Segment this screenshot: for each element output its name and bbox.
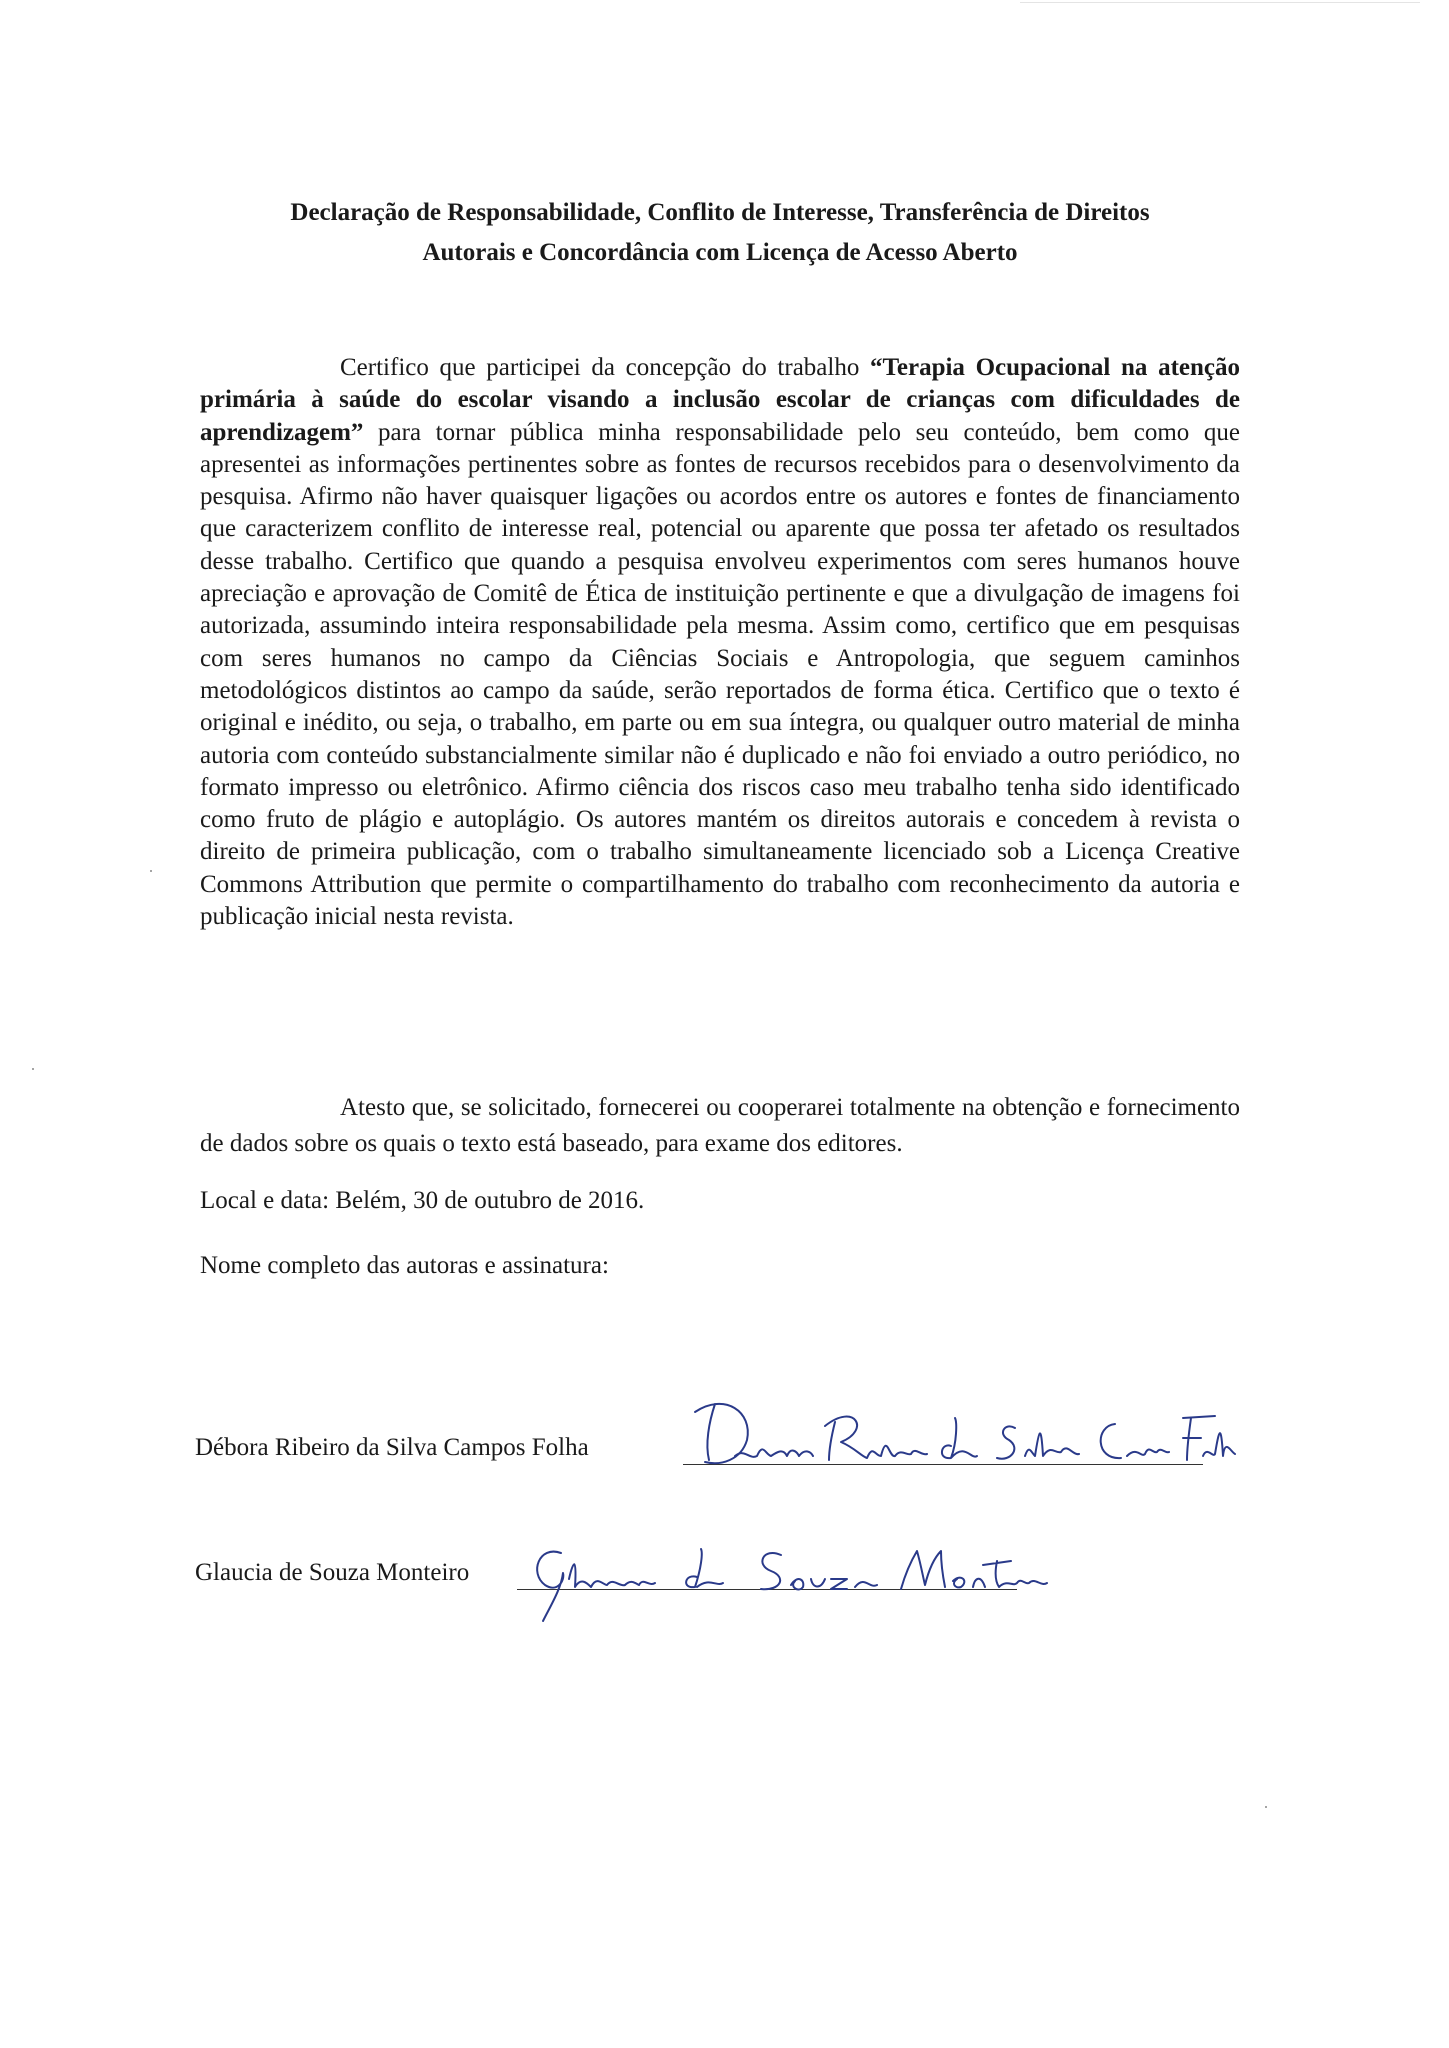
title-line-1: Declaração de Responsabilidade, Conflito de Interesse, Transferência de Direitos [290,199,1150,226]
attest-paragraph: Atesto que, se solicitado, fornecerei ou cooperarei totalmente na obtenção e fornecimento de dados sobre os quais o texto está baseado, para exame dos editores. [200,1094,1240,1157]
author-name-1: Débora Ribeiro da Silva Campos Folha [195,1434,589,1461]
declaration-body [200,352,1240,933]
scan-edge-line [1020,2,1420,3]
scan-speck [1265,1806,1267,1808]
title-line-2: Autorais e Concordância com Licença de Acesso Aberto [422,239,1018,266]
local-date: Local e data: Belém, 30 de outubro de 2016. [200,1187,645,1214]
document-title [190,193,1250,273]
scan-speck [150,870,152,872]
handwritten-signature-2-icon [521,1525,1081,1615]
body-rest: para tornar pública minha responsabilidade pelo seu conteúdo, bem como que apresentei as informações pertinentes sobre as fontes de recursos recebidos para o desenvolvimento da pesquisa. Afirmo não haver quaisquer ligações ou acordos entre os autores e fontes de financiamento que caracterizem conflito de interesse real, potencial ou aparente que possa ter afetado os resultados desse trabalho. Certifico que quando a pesquisa envolveu experimentos com seres humanos houve apreciação e aprovação de Comitê de Ética de instituição pertinente e que a divulgação de imagens foi autorizada, assumindo inteira responsabilidade pela mesma. Assim como, certifico que em pesquisas com seres humanos no campo da Ciências Sociais e Antropologia, que seguem caminhos metodológicos distintos ao campo da saúde, serão reportados de forma ética. Certifico que o texto é original e inédito, ou seja, o trabalho, em parte ou em sua íntegra, ou qualquer outro material de minha autoria com conteúdo substancialmente similar não é duplicado e não foi enviado a outro periódico, no formato impresso ou eletrônico. Afirmo ciência dos riscos caso meu trabalho tenha sido identificado como fruto de plágio e autoplágio. Os autores mantém os direitos autorais e concedem à revista o direito de primeira publicação, com o trabalho simultaneamente licenciado sob a Licença Creative Commons Attribution que permite o compartilhamento do trabalho com reconhecimento da autoria e publicação inicial nesta revista. [200,418,1240,931]
work-title: “Terapia Ocupacional na atenção primária à saúde do escolar visando a inclusão escolar de crianças com dificuldades de aprendizagem” [200,354,1240,446]
declaration-paragraph [200,352,1240,933]
scan-speck [32,1068,34,1070]
names-label: Nome completo das autoras e assinatura: [200,1252,609,1279]
body-intro: Certifico que participei da concepção do trabalho [340,354,870,381]
author-name-2: Glaucia de Souza Monteiro [195,1559,470,1586]
handwritten-signature-1-icon [675,1382,1205,1472]
